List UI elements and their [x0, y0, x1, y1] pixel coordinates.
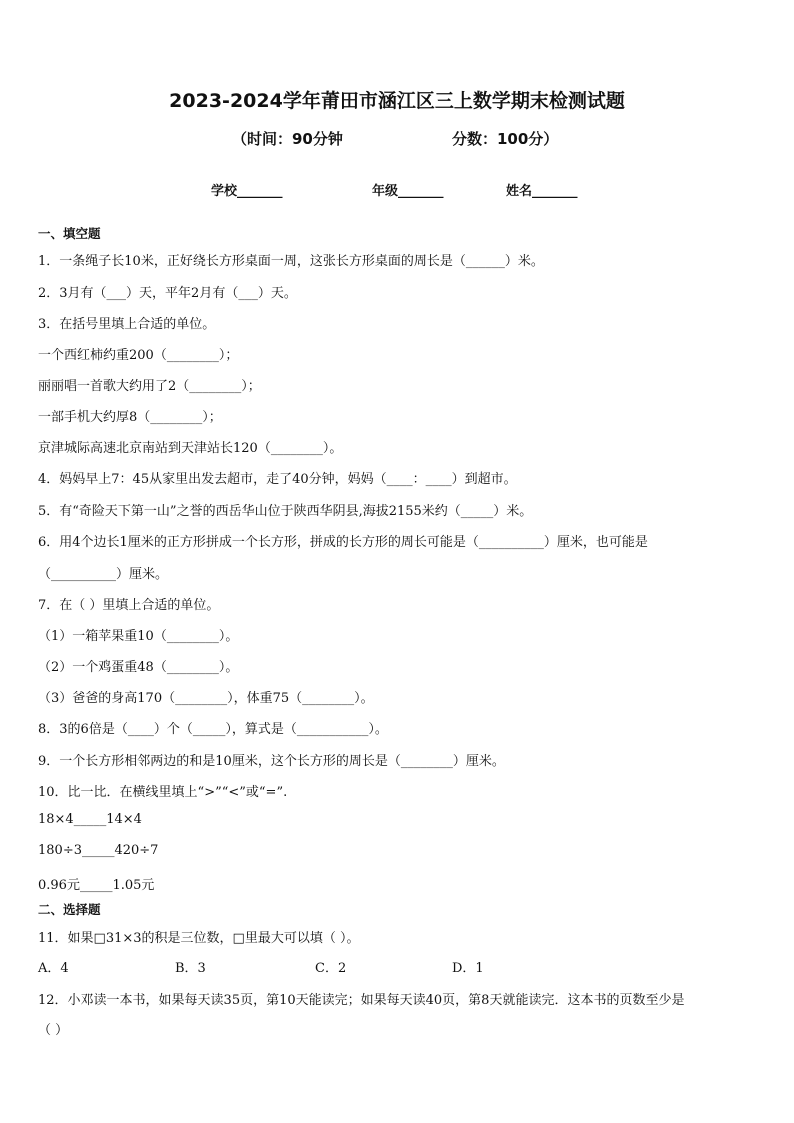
question-line: （__________）厘米。: [38, 567, 169, 582]
question-line: 3．在括号里填上合适的单位。: [38, 317, 216, 332]
question-line: 1．一条绳子长10米，正好绕长方形桌面一周，这张长方形桌面的周长是（______）米。: [38, 254, 544, 269]
question-line: 2．3月有（___）天，平年2月有（___）天。: [38, 286, 297, 301]
question-12-cont: （ ）: [38, 1023, 69, 1038]
question-line: 4．妈妈早上7：45从家里出发去超市，走了40分钟，妈妈（____：____）到超市。: [38, 472, 517, 487]
question-12: 12．小邓读一本书，如果每天读35页，第10天能读完；如果每天读40页，第8天就能读完．这本书的页数至少是: [38, 993, 685, 1008]
question-line: 丽丽唱一首歌大约用了2（________）；: [38, 379, 261, 394]
grade-field: 年级_______: [372, 184, 444, 199]
option-a: A．4: [38, 961, 69, 976]
question-line: 一部手机大约厚8（________）；: [38, 410, 222, 425]
question-11: 11．如果□31×3的积是三位数，□里最大可以填（ ）。: [38, 931, 360, 946]
option-d: D．1: [452, 961, 484, 976]
question-line: 9．一个长方形相邻两边的和是10厘米，这个长方形的周长是（________）厘米。: [38, 754, 505, 769]
question-line: （3）爸爸的身高170（________），体重75（________）。: [38, 691, 374, 706]
section-fill-blank-title: 一、填空题: [38, 226, 101, 241]
question-line: 一个西红柿约重200（________）；: [38, 348, 239, 363]
question-line: 京津城际高速北京南站到天津站长120（________）。: [38, 441, 343, 456]
school-field: 学校_______: [211, 184, 283, 199]
exam-score: 分数：100分）: [452, 130, 559, 148]
question-line: 8．3的6倍是（____）个（_____），算式是（___________）。: [38, 722, 388, 737]
option-b: B．3: [175, 961, 206, 976]
exam-time: （时间：90分钟: [232, 130, 343, 148]
question-line: 6．用4个边长1厘米的正方形拼成一个长方形，拼成的长方形的周长可能是（__________）厘米，也可能是: [38, 535, 648, 550]
question-line: 18×4_____14×4: [38, 812, 142, 827]
question-line: （2）一个鸡蛋重48（________）。: [38, 660, 239, 675]
question-line: （1）一箱苹果重10（________）。: [38, 629, 239, 644]
question-line: 180÷3_____420÷7: [38, 843, 159, 858]
question-line: 7．在（ ）里填上合适的单位。: [38, 598, 220, 613]
question-line: 10．比一比．在横线里填上“>”“<”或“=”.: [38, 785, 288, 800]
page-title: 2023-2024学年莆田市涵江区三上数学期末检测试题: [169, 90, 625, 112]
name-field: 姓名_______: [506, 184, 578, 199]
question-line: 5．有“奇险天下第一山”之誉的西岳华山位于陕西华阴县,海拔2155米约（_____）米。: [38, 504, 533, 519]
question-line: 0.96元_____1.05元: [38, 878, 155, 893]
section-choice-title: 二、选择题: [38, 902, 101, 917]
option-c: C．2: [315, 961, 347, 976]
